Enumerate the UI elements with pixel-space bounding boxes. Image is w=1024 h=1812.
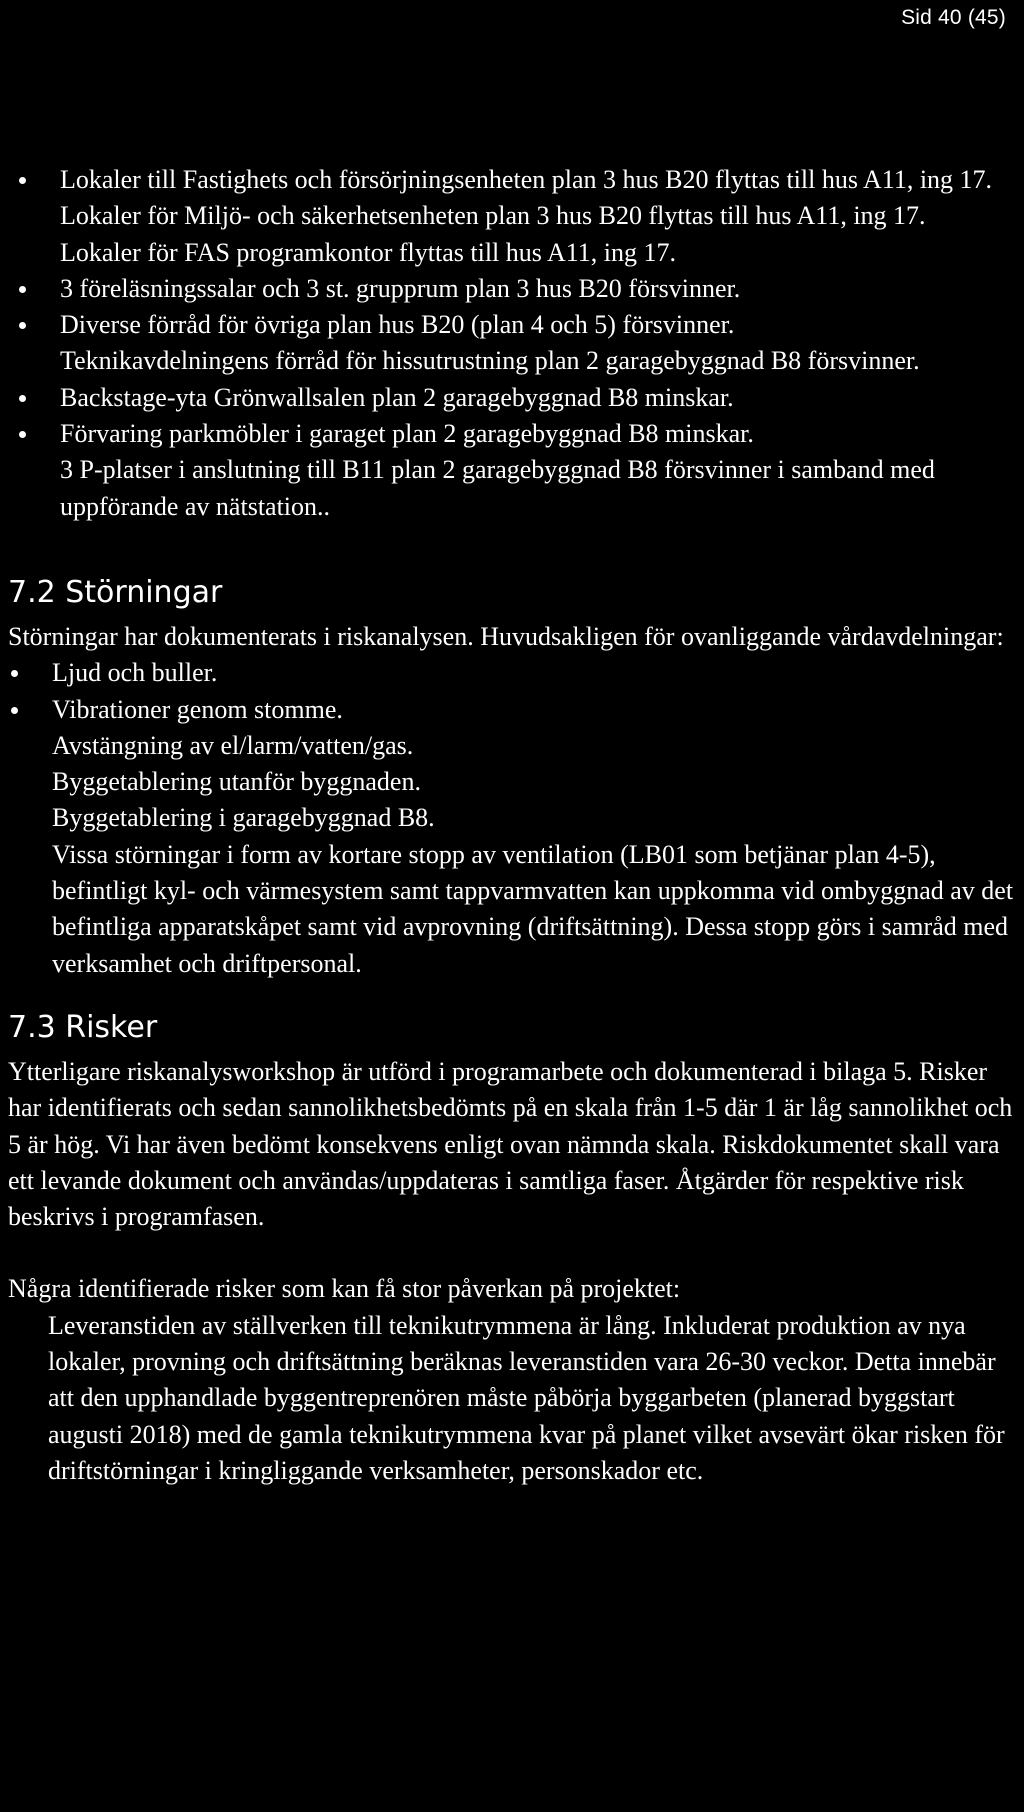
disturbance-list — [8, 655, 1014, 982]
list-item: Ljud och buller. — [8, 655, 1014, 691]
risk-item: Leveranstiden av ställverken till teknikutrymmena är lång. Inkluderat produktion av nya lokaler, provning och driftsättning beräknas leveranstiden vara 26-30 veckor. Detta innebär att den upphandlade byggentreprenören måste påbörja byggarbeten (planerad byggstart augusti 2018) med de gamla teknikutrymmena kvar på planet vilket avsevärt ökar risken för driftstörningar i kringliggande verksamheter, personskador etc. — [48, 1310, 1005, 1485]
risker-paragraph: Ytterligare riskanalysworkshop är utförd i programarbete och dokumenterad i bilaga 5. Risker har identifierats och sedan sannolikhetsbedömts på en skala från 1-5 där 1 är låg sannolikhet och 5 är hög. Vi har även bedömt konsekvens enligt ovan nämnda skala. Riskdokumentet skall vara ett levande dokument och användas/uppdateras i samtliga faser. Åtgärder för respektive risk beskrivs i programfasen. — [8, 1056, 1013, 1232]
list-item: Vibrationer genom stomme. — [8, 692, 1014, 728]
list-item: Avstängning av el/larm/vatten/gas. — [52, 730, 414, 760]
list-item: Lokaler för Miljö- och säkerhetsenheten plan 3 hus B20 flyttas till hus A11, ing 17. — [60, 201, 926, 231]
list-item: 3 föreläsningssalar och 3 st. grupprum plan 3 hus B20 försvinner. — [8, 271, 1014, 307]
page-number: Sid 40 (45) — [901, 6, 1006, 29]
list-item: 3 P-platser i anslutning till B11 plan 2 garagebyggnad B8 försvinner i samband med uppförande av nätstation.. — [60, 455, 935, 521]
premises-list — [8, 162, 1014, 525]
list-item: Backstage-yta Grönwallsalen plan 2 garagebyggnad B8 minskar. — [8, 380, 1014, 416]
storningar-intro: Störningar har dokumenterats i riskanalysen. Huvudsakligen för ovanliggande vårdavdelningar: — [8, 621, 1004, 651]
list-item: Förvaring parkmöbler i garaget plan 2 garagebyggnad B8 minskar. — [8, 416, 1014, 452]
list-item: Byggetablering utanför byggnaden. — [52, 767, 421, 797]
list-item: Vissa störningar i form av kortare stopp av ventilation (LB01 som betjänar plan 4-5), befintligt kyl- och värmesystem samt tappvarmvatten kan uppkomma vid ombyggnad av det befintliga apparatskåpet samt vid avprovning (driftsättning). Dessa stopp görs i samråd med verksamhet och driftpersonal. — [52, 839, 1014, 978]
list-item: Byggetablering i garagebyggnad B8. — [52, 803, 435, 833]
document-body — [8, 162, 1014, 1489]
section-heading-storningar: 7.2 Störningar — [8, 574, 223, 610]
list-item: Lokaler för FAS programkontor flyttas till hus A11, ing 17. — [60, 237, 676, 267]
list-item: Teknikavdelningens förråd för hissutrustning plan 2 garagebyggnad B8 försvinner. — [60, 346, 920, 376]
list-item: Diverse förråd för övriga plan hus B20 (plan 4 och 5) försvinner. — [8, 307, 1014, 343]
section-heading-risker: 7.3 Risker — [8, 1009, 158, 1045]
list-item: Lokaler till Fastighets och försörjningsenheten plan 3 hus B20 flyttas till hus A11, ing 17. — [8, 162, 1014, 198]
risker-lead: Några identifierade risker som kan få stor påverkan på projektet: — [8, 1274, 681, 1304]
